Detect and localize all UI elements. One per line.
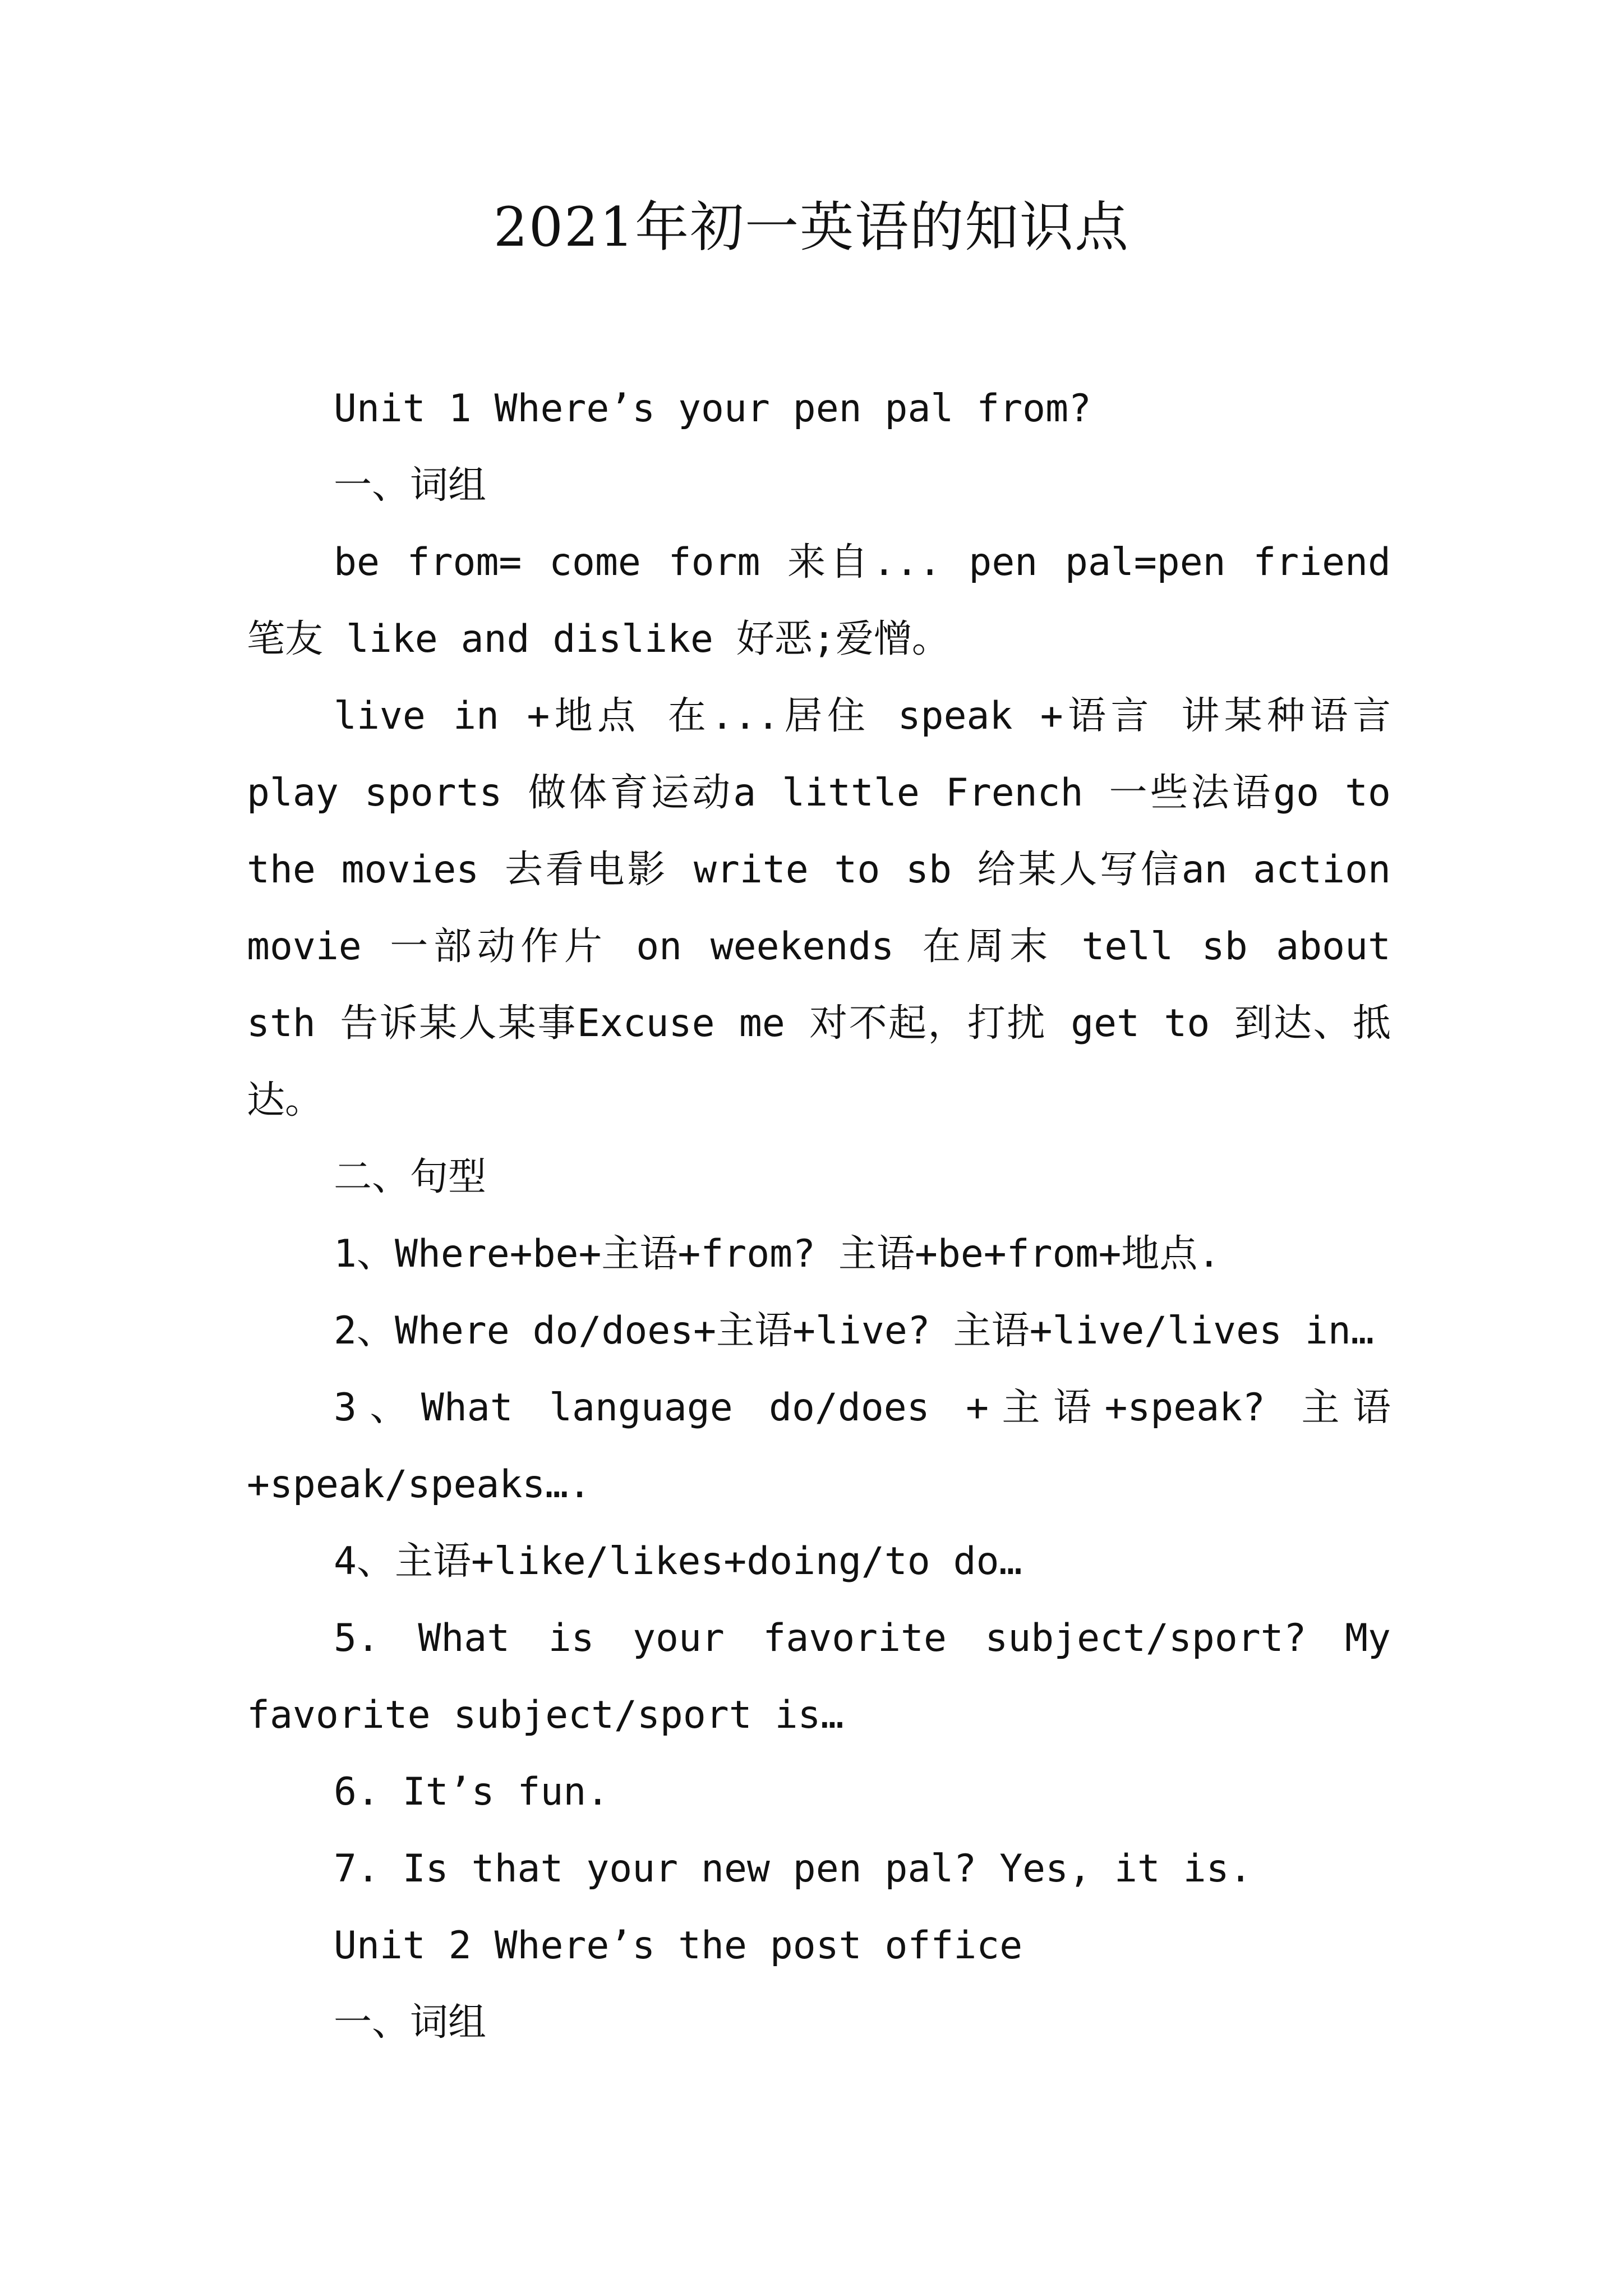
section-phrases-heading: 一、词组	[334, 463, 487, 508]
document-title: 2021年初一英语的知识点	[493, 196, 1130, 259]
section-sentence-patterns-heading: 二、句型	[334, 1155, 487, 1199]
phrase-paragraph: live in +地点 在...居住 speak +语言 讲某种语言 play sports 做体育运动a little French 一些法语go to the movies 去看电影 write to sb 给某人写信an action movie 一部动作片 on weekends 在周末 tell sb about sth 告诉某人某事Excuse me 对不起，打扰 get to 到达、抵达。	[247, 694, 1391, 1122]
unit-1-heading: Unit 1 Where’s your pen pal from?	[334, 386, 1092, 431]
phrase-paragraph: be from= come form 来自... pen pal=pen friend 笔友 like and dislike 好恶;爱憎。	[247, 540, 1391, 661]
unit-2-heading: Unit 2 Where’s the post office	[334, 1924, 1023, 1968]
sentence-pattern-item: 7. Is that your new pen pal? Yes, it is.	[334, 1847, 1252, 1891]
sentence-pattern-item: 1、Where+be+主语+from? 主语+be+from+地点.	[334, 1232, 1221, 1276]
sentence-pattern-item: 4、主语+like/likes+doing/to do…	[334, 1539, 1022, 1584]
sentence-pattern-item: 2、Where do/does+主语+live? 主语+live/lives in…	[334, 1309, 1374, 1353]
document-body	[247, 370, 1391, 2061]
sentence-pattern-item: 5. What is your favorite subject/sport? My favorite subject/sport is…	[247, 1616, 1391, 1737]
sentence-pattern-item: 3、What language do/does +主语+speak? 主语+speak/speaks….	[247, 1386, 1391, 1507]
section-phrases-heading: 一、词组	[334, 2000, 487, 2045]
sentence-pattern-item: 6. It’s fun.	[334, 1770, 610, 1814]
